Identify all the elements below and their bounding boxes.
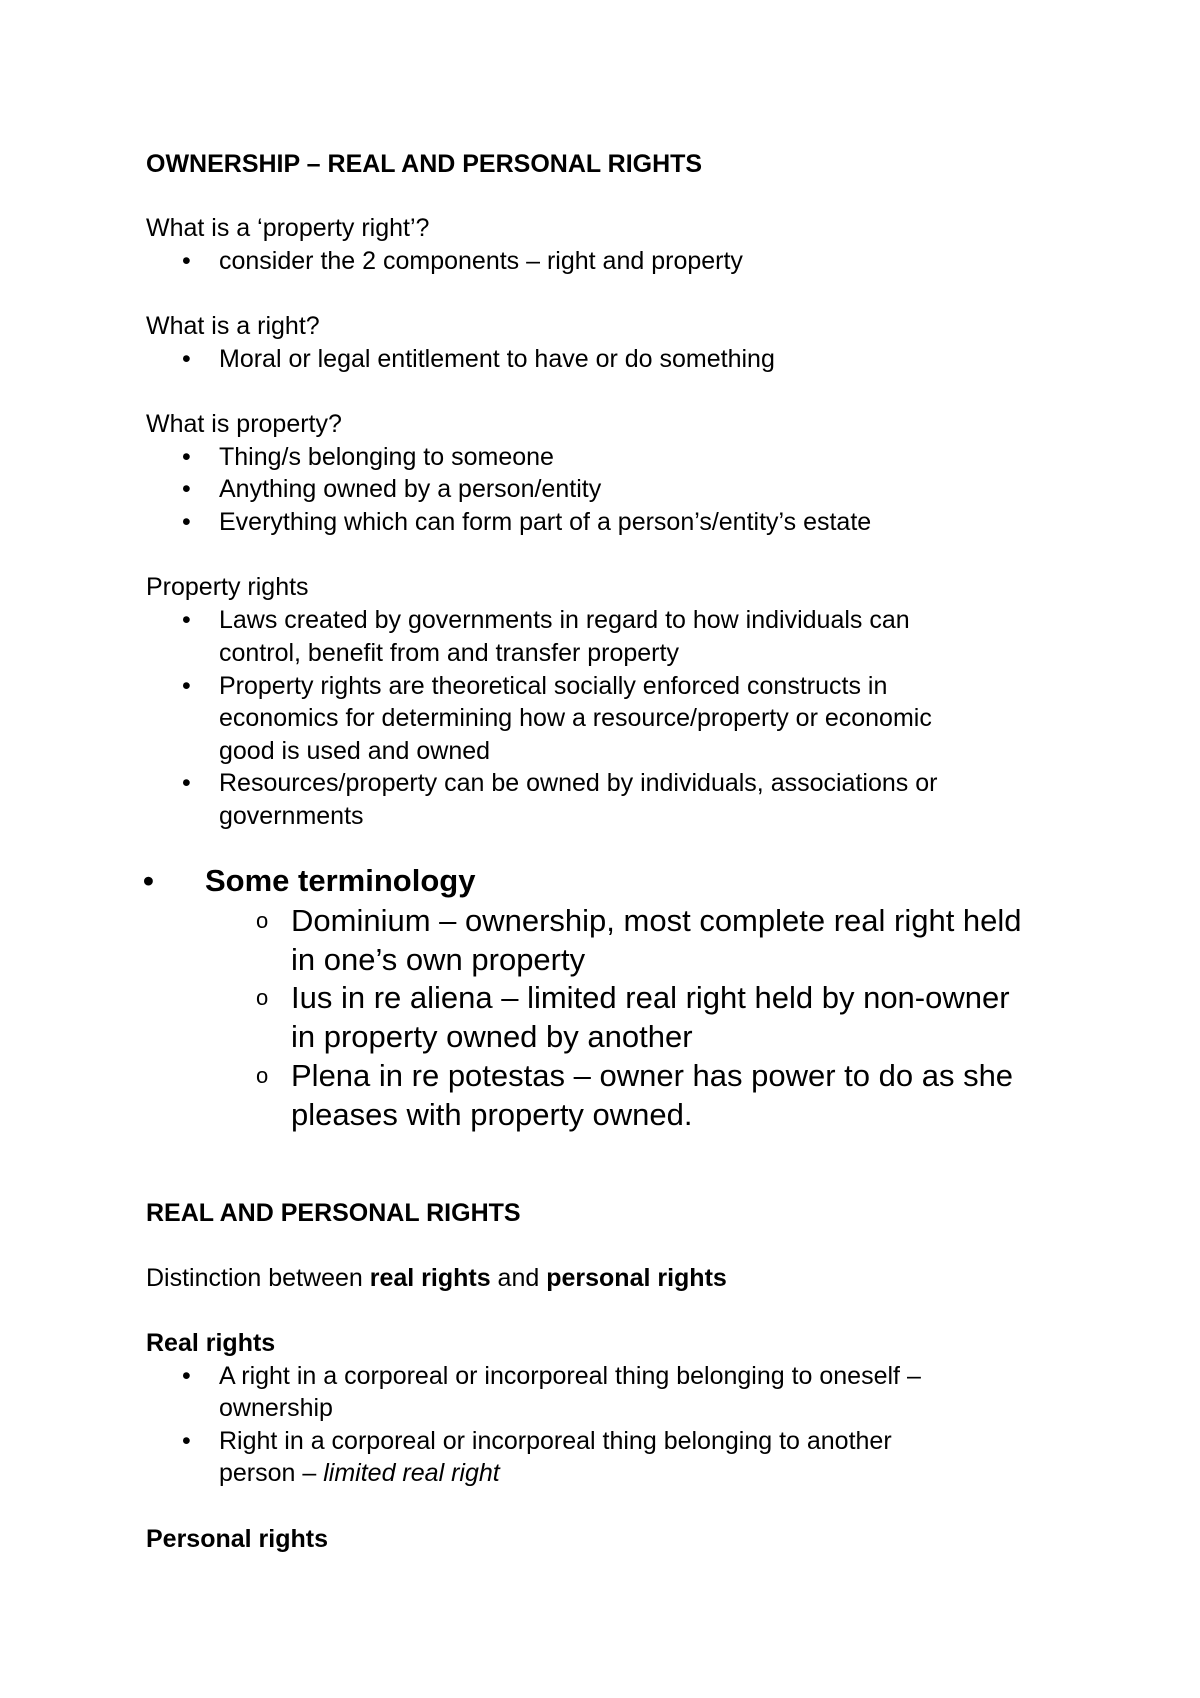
limited-real-right-text: limited real right [323, 1459, 500, 1487]
list-item: consider the 2 components – right and property [219, 247, 743, 275]
list-item: Anything owned by a person/entity [219, 475, 602, 503]
section-heading: REAL AND PERSONAL RIGHTS [146, 1199, 521, 1227]
bullet-icon: • [182, 672, 191, 700]
list-item-continuation: governments [219, 802, 364, 830]
list-item: A right in a corporeal or incorporeal thing belonging to oneself – [219, 1362, 921, 1390]
bullet-icon: • [182, 443, 191, 471]
distinction-line [146, 1263, 727, 1293]
question-property-right: What is a ‘property right’? [146, 214, 430, 242]
list-item: Resources/property can be owned by individuals, associations or [219, 769, 938, 797]
list-item-continuation: good is used and owned [219, 737, 491, 765]
bullet-icon: • [182, 1427, 191, 1455]
bullet-icon: • [143, 863, 154, 898]
bullet-icon: • [182, 508, 191, 536]
distinction-real-rights: real rights [369, 1264, 491, 1292]
real-rights-heading: Real rights [146, 1329, 276, 1357]
circle-bullet-icon: o [256, 985, 269, 1010]
list-item: Thing/s belonging to someone [219, 443, 554, 471]
bullet-icon: • [182, 1362, 191, 1390]
list-item: Dominium – ownership, most complete real right held [291, 903, 1022, 938]
list-item: Right in a corporeal or incorporeal thing belonging to another [219, 1427, 892, 1455]
bullet-icon: • [182, 606, 191, 634]
list-item: Ius in re aliena – limited real right held by non-owner [291, 980, 1010, 1015]
bullet-icon: • [182, 247, 191, 275]
terminology-heading: Some terminology [205, 863, 476, 898]
list-item-continuation: in one’s own property [291, 942, 586, 977]
question-property: What is property? [146, 410, 342, 438]
list-item: Laws created by governments in regard to how individuals can [219, 606, 910, 634]
list-item-continuation: ownership [219, 1394, 333, 1422]
list-item-continuation: in property owned by another [291, 1019, 693, 1054]
list-item: Everything which can form part of a person’s/entity’s estate [219, 508, 872, 536]
bullet-icon: • [182, 345, 191, 373]
distinction-personal-rights: personal rights [546, 1264, 727, 1292]
bullet-icon: • [182, 769, 191, 797]
property-rights-heading: Property rights [146, 573, 309, 601]
bullet-icon: • [182, 475, 191, 503]
list-item-continuation: control, benefit from and transfer property [219, 639, 679, 667]
list-item: Property rights are theoretical socially enforced constructs in [219, 672, 888, 700]
question-right: What is a right? [146, 312, 320, 340]
list-item: Plena in re potestas – owner has power to do as she [291, 1058, 1014, 1093]
circle-bullet-icon: o [256, 908, 269, 933]
list-item-continuation: economics for determining how a resource/property or economic [219, 704, 932, 732]
list-item-prefix: person – [219, 1459, 324, 1487]
personal-rights-heading: Personal rights [146, 1525, 328, 1553]
circle-bullet-icon: o [256, 1063, 269, 1088]
list-item-continuation: pleases with property owned. [291, 1097, 693, 1132]
document-title: OWNERSHIP – REAL AND PERSONAL RIGHTS [146, 150, 703, 178]
list-item-continuation [219, 1458, 500, 1488]
list-item: Moral or legal entitlement to have or do something [219, 345, 775, 373]
distinction-prefix: Distinction between [146, 1264, 370, 1292]
distinction-middle: and [490, 1264, 547, 1292]
